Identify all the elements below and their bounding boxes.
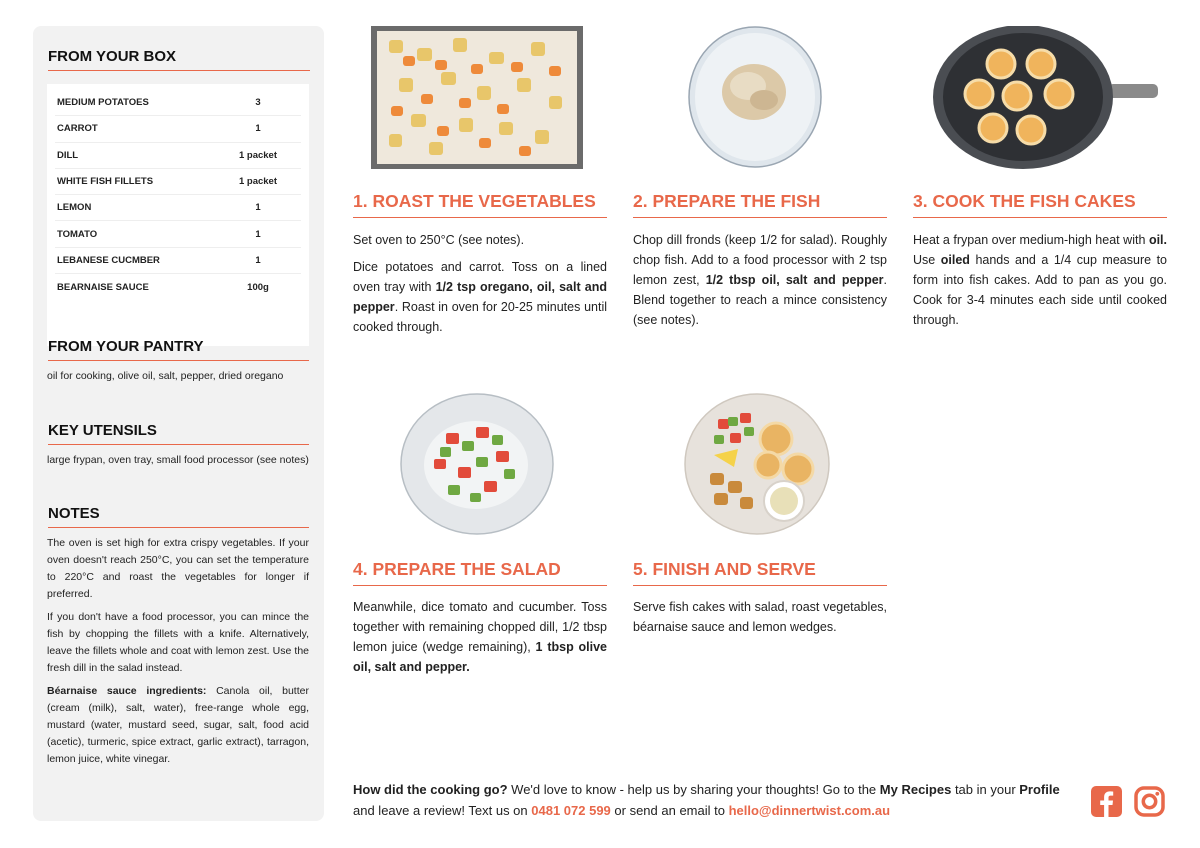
footer-text: or send an email to [610, 803, 729, 818]
step-text: Heat a frypan over medium-high heat with [913, 233, 1149, 247]
step-4-title: 4. PREPARE THE SALAD [353, 559, 607, 586]
ingredient-qty: 1 [255, 228, 261, 240]
step-text: . Roast in oven for 20-25 minutes until cooked through. [353, 300, 607, 334]
ingredient-qty: 100g [247, 281, 269, 293]
step-2-title: 2. PREPARE THE FISH [633, 191, 887, 218]
sauce-ingredients-text: Canola oil, butter (cream (milk), salt, water), free-range whole egg, mustard (water, mustard seed, sugar, salt, food acid (acetic), turmeric, spice extract, garlic extract), tarragon, lemon juice, white vinegar. [47, 685, 309, 765]
finish-and-serve-photo [684, 393, 830, 536]
utensils-heading: KEY UTENSILS [48, 422, 309, 445]
ingredient-name: LEMON [57, 202, 92, 214]
step-4-body [353, 597, 607, 684]
step-5-paragraph: Serve fish cakes with salad, roast vegetables, béarnaise sauce and lemon wedges. [633, 600, 887, 634]
step-text: Meanwhile, dice tomato and cucumber. Toss together with remaining chopped dill, 1/2 tbsp lemon juice (wedge remaining), [353, 600, 607, 654]
ingredient-qty: 1 packet [238, 149, 278, 161]
table-row [55, 221, 301, 247]
notes-heading: NOTES [48, 505, 309, 528]
step-1-paragraph [353, 257, 607, 337]
ingredient-qty: 1 [255, 254, 261, 266]
footer-text: and leave a review! Text us on [353, 803, 532, 818]
table-row [55, 90, 301, 116]
step-1-title: 1. ROAST THE VEGETABLES [353, 191, 607, 218]
ingredient-name: LEBANESE CUCMBER [57, 254, 160, 266]
notes-text [47, 535, 309, 768]
ingredient-qty: 3 [255, 97, 261, 109]
table-row [55, 274, 301, 300]
step-text: Use [913, 253, 941, 267]
table-row [55, 248, 301, 274]
email-link[interactable]: hello@dinnertwist.com.au [728, 803, 891, 818]
step-5-body [633, 597, 887, 644]
ingredient-qty: 1 [255, 123, 261, 135]
note-paragraph [47, 683, 309, 768]
ingredient-name: TOMATO [57, 228, 98, 240]
step-5-title: 5. FINISH AND SERVE [633, 559, 887, 586]
step-4-paragraph [353, 597, 607, 677]
ingredients-table [47, 84, 309, 346]
step-text: hands and a 1/4 cup measure to form into fish cakes. Add to pan as you go. Cook for 3-4 minutes each side until cooked through. [913, 253, 1167, 327]
step-bold-text: 1/2 tbsp oil, salt and pepper [705, 273, 884, 287]
footer-question: How did the cooking go? [353, 782, 508, 797]
step-1-body [353, 230, 607, 344]
phone-link[interactable]: 0481 072 599 [531, 803, 611, 818]
ingredient-name: MEDIUM POTATOES [57, 97, 149, 109]
step-3-paragraph [913, 230, 1167, 330]
notes-section [47, 505, 309, 774]
feedback-footer [353, 779, 1073, 821]
step-3-body [913, 230, 1167, 337]
pantry-heading: FROM YOUR PANTRY [48, 338, 309, 361]
step-1-paragraph: Set oven to 250°C (see notes). [353, 233, 525, 247]
table-row [55, 169, 301, 195]
pantry-section [47, 338, 309, 385]
table-row [55, 195, 301, 221]
table-row [55, 143, 301, 169]
ingredient-name: WHITE FISH FILLETS [57, 176, 154, 188]
utensils-text: large frypan, oven tray, small food processor (see notes) [47, 454, 309, 466]
step-3-title: 3. COOK THE FISH CAKES [913, 191, 1167, 218]
ingredient-name: DILL [57, 149, 79, 161]
note-paragraph: If you don't have a food processor, you can mince the fish by chopping the fillets with a knife. Alternatively, leave the fillets whole and coat with lemon zest. Use the fresh dill in the salad instead. [47, 611, 309, 674]
sauce-ingredients-label: Béarnaise sauce ingredients: [47, 685, 207, 697]
footer-text: tab in your [951, 782, 1020, 797]
step-bold-text: oiled [940, 253, 970, 267]
step-bold-text: 1 tbsp olive oil, salt and pepper. [353, 640, 607, 674]
step-text: Dice potatoes and carrot. Toss on a lined oven tray with [353, 260, 607, 294]
my-recipes-link[interactable]: My Recipes [879, 782, 952, 797]
sidebar [33, 26, 324, 821]
step-2-paragraph [633, 230, 887, 330]
table-row [55, 116, 301, 142]
prepare-fish-photo [688, 26, 822, 169]
footer-text: We'd love to know - help us by sharing your thoughts! Go to the [507, 782, 880, 797]
ingredient-name: BEARNAISE SAUCE [57, 281, 149, 293]
step-text: Chop dill fronds (keep 1/2 for salad). Roughly chop fish. Add to a food processor with 2 tsp lemon zest, [633, 233, 887, 287]
step-bold-text: oil. [1148, 233, 1167, 247]
step-text: . Blend together to reach a mince consistency (see notes). [633, 273, 888, 327]
cook-fish-cakes-photo [933, 26, 1159, 169]
prepare-salad-photo [400, 393, 554, 536]
profile-link[interactable]: Profile [1019, 782, 1060, 797]
from-your-box-heading: FROM YOUR BOX [48, 48, 310, 71]
step-2-body [633, 230, 887, 337]
ingredient-qty: 1 packet [238, 176, 278, 188]
utensils-section [47, 422, 309, 469]
note-paragraph: The oven is set high for extra crispy vegetables. If your oven doesn't reach 250°C, you can set the temperature to 220°C and roast the vegetables for longer if preferred. [47, 537, 309, 600]
roast-vegetables-photo [371, 26, 583, 169]
step-bold-text: 1/2 tsp oregano, oil, salt and pepper [353, 280, 608, 314]
instagram-icon[interactable] [1134, 786, 1165, 817]
facebook-icon[interactable] [1091, 786, 1122, 817]
ingredient-name: CARROT [57, 123, 98, 135]
pantry-text: oil for cooking, olive oil, salt, pepper, dried oregano [47, 370, 284, 382]
ingredient-qty: 1 [255, 202, 261, 214]
